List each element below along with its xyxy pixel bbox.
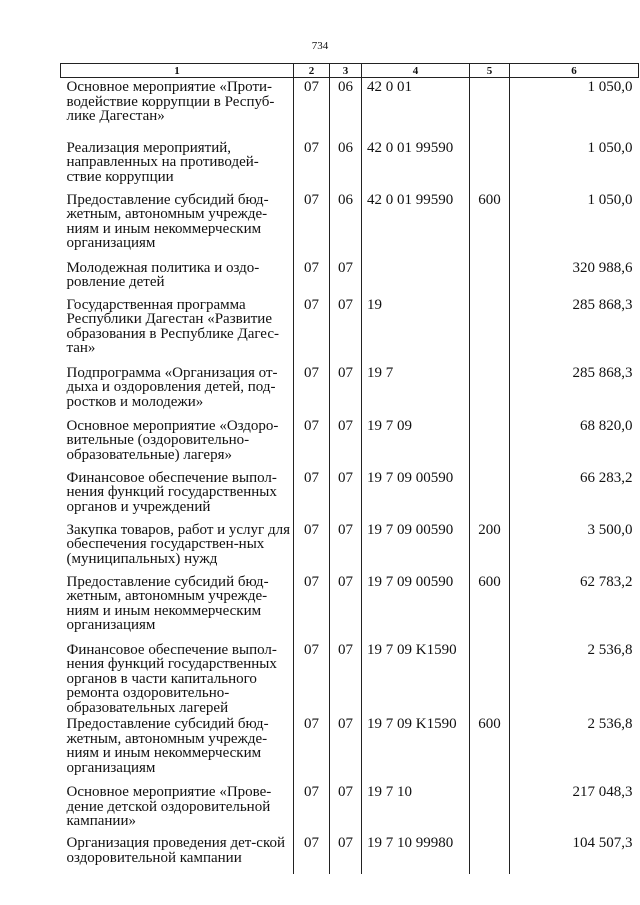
target-article-cell: 42 0 01 99590 (362, 191, 470, 259)
item-name-cell: Предоставление субсидий бюд-жетным, автономным учрежде-ниям и иным некоммерческим организациям (61, 573, 294, 641)
subsection-code-cell: 07 (330, 259, 362, 296)
item-name-cell: Финансовое обеспечение выпол-нения функций государственных органов и учреждений (61, 469, 294, 521)
amount-cell: 2 536,8 (510, 641, 639, 716)
page-number: 734 (311, 40, 329, 52)
section-code-cell: 07 (294, 259, 330, 296)
item-name-cell: Организация проведения дет-ской оздоровительной кампании (61, 834, 294, 874)
table-row (61, 783, 639, 834)
section-code-cell: 07 (294, 78, 330, 139)
budget-table (60, 63, 639, 874)
amount-cell: 285 868,3 (510, 296, 639, 364)
target-article-cell: 19 7 09 (362, 417, 470, 469)
table-header-row (61, 64, 639, 78)
subsection-code-cell: 07 (330, 521, 362, 573)
table-row (61, 139, 639, 191)
table-row (61, 573, 639, 641)
target-article-cell: 19 7 (362, 364, 470, 417)
target-article-cell (362, 259, 470, 296)
expense-type-cell: 200 (470, 521, 510, 573)
expense-type-cell (470, 296, 510, 364)
target-article-cell: 19 7 10 (362, 783, 470, 834)
expense-type-cell (470, 417, 510, 469)
subsection-code-cell: 07 (330, 296, 362, 364)
expense-type-cell (470, 364, 510, 417)
subsection-code-cell: 07 (330, 715, 362, 783)
section-code-cell: 07 (294, 364, 330, 417)
amount-cell: 104 507,3 (510, 834, 639, 874)
target-article-cell: 19 7 09 00590 (362, 469, 470, 521)
subsection-code-cell: 07 (330, 834, 362, 874)
section-code-cell: 07 (294, 783, 330, 834)
item-name-cell: Закупка товаров, работ и услуг для обеспечения государствен-ных (муниципальных) нужд (61, 521, 294, 573)
amount-cell: 1 050,0 (510, 191, 639, 259)
item-name-cell: Подпрограмма «Организация от-дыха и оздоровления детей, под-ростков и молодежи» (61, 364, 294, 417)
item-name-cell: Основное мероприятие «Прове-дение детской оздоровительной кампании» (61, 783, 294, 834)
amount-cell: 320 988,6 (510, 259, 639, 296)
section-code-cell: 07 (294, 715, 330, 783)
amount-cell: 217 048,3 (510, 783, 639, 834)
target-article-cell: 19 7 09 K1590 (362, 715, 470, 783)
expense-type-cell (470, 78, 510, 139)
item-name-cell: Молодежная политика и оздо-ровление детей (61, 259, 294, 296)
item-name-cell: Основное мероприятие «Оздоро-вительные (оздоровительно-образовательные) лагеря» (61, 417, 294, 469)
table-row (61, 78, 639, 139)
table-row (61, 641, 639, 716)
table-row (61, 259, 639, 296)
section-code-cell: 07 (294, 834, 330, 874)
amount-cell: 1 050,0 (510, 78, 639, 139)
target-article-cell: 42 0 01 99590 (362, 139, 470, 191)
subsection-code-cell: 06 (330, 78, 362, 139)
target-article-cell: 19 7 09 00590 (362, 521, 470, 573)
amount-cell: 285 868,3 (510, 364, 639, 417)
section-code-cell: 07 (294, 417, 330, 469)
section-code-cell: 07 (294, 191, 330, 259)
item-name-cell: Основное мероприятие «Проти-водействие коррупции в Респуб-лике Дагестан» (61, 78, 294, 139)
section-code-cell: 07 (294, 296, 330, 364)
amount-cell: 62 783,2 (510, 573, 639, 641)
column-header-3: 3 (330, 64, 362, 78)
column-header-5: 5 (470, 64, 510, 78)
amount-cell: 68 820,0 (510, 417, 639, 469)
column-header-2: 2 (294, 64, 330, 78)
section-code-cell: 07 (294, 521, 330, 573)
table-row (61, 715, 639, 783)
expense-type-cell (470, 834, 510, 874)
target-article-cell: 19 (362, 296, 470, 364)
expense-type-cell: 600 (470, 573, 510, 641)
expense-type-cell (470, 139, 510, 191)
item-name-cell: Предоставление субсидий бюд-жетным, автономным учрежде-ниям и иным некоммерческим организациям (61, 191, 294, 259)
amount-cell: 66 283,2 (510, 469, 639, 521)
amount-cell: 2 536,8 (510, 715, 639, 783)
subsection-code-cell: 07 (330, 641, 362, 716)
item-name-cell: Предоставление субсидий бюд-жетным, автономным учрежде-ниям и иным некоммерческим организациям (61, 715, 294, 783)
amount-cell: 1 050,0 (510, 139, 639, 191)
table-row (61, 521, 639, 573)
target-article-cell: 19 7 09 00590 (362, 573, 470, 641)
expense-type-cell (470, 641, 510, 716)
column-header-1: 1 (61, 64, 294, 78)
expense-type-cell: 600 (470, 715, 510, 783)
expense-type-cell (470, 469, 510, 521)
table-row (61, 834, 639, 874)
column-header-6: 6 (510, 64, 639, 78)
subsection-code-cell: 06 (330, 139, 362, 191)
subsection-code-cell: 07 (330, 573, 362, 641)
expense-type-cell (470, 783, 510, 834)
subsection-code-cell: 06 (330, 191, 362, 259)
section-code-cell: 07 (294, 573, 330, 641)
table-row (61, 417, 639, 469)
subsection-code-cell: 07 (330, 783, 362, 834)
item-name-cell: Реализация мероприятий, направленных на противодей-ствие коррупции (61, 139, 294, 191)
column-header-4: 4 (362, 64, 470, 78)
amount-cell: 3 500,0 (510, 521, 639, 573)
subsection-code-cell: 07 (330, 417, 362, 469)
target-article-cell: 19 7 09 K1590 (362, 641, 470, 716)
target-article-cell: 19 7 10 99980 (362, 834, 470, 874)
target-article-cell: 42 0 01 (362, 78, 470, 139)
expense-type-cell: 600 (470, 191, 510, 259)
expense-type-cell (470, 259, 510, 296)
table-row (61, 296, 639, 364)
subsection-code-cell: 07 (330, 469, 362, 521)
subsection-code-cell: 07 (330, 364, 362, 417)
table-row (61, 469, 639, 521)
section-code-cell: 07 (294, 139, 330, 191)
table-row (61, 191, 639, 259)
table-row (61, 364, 639, 417)
section-code-cell: 07 (294, 641, 330, 716)
item-name-cell: Государственная программа Республики Дагестан «Развитие образования в Республике Дагес-тан» (61, 296, 294, 364)
section-code-cell: 07 (294, 469, 330, 521)
item-name-cell: Финансовое обеспечение выпол-нения функций государственных органов в части капитального ремонта оздоровительно-образовательных лагерей (61, 641, 294, 716)
